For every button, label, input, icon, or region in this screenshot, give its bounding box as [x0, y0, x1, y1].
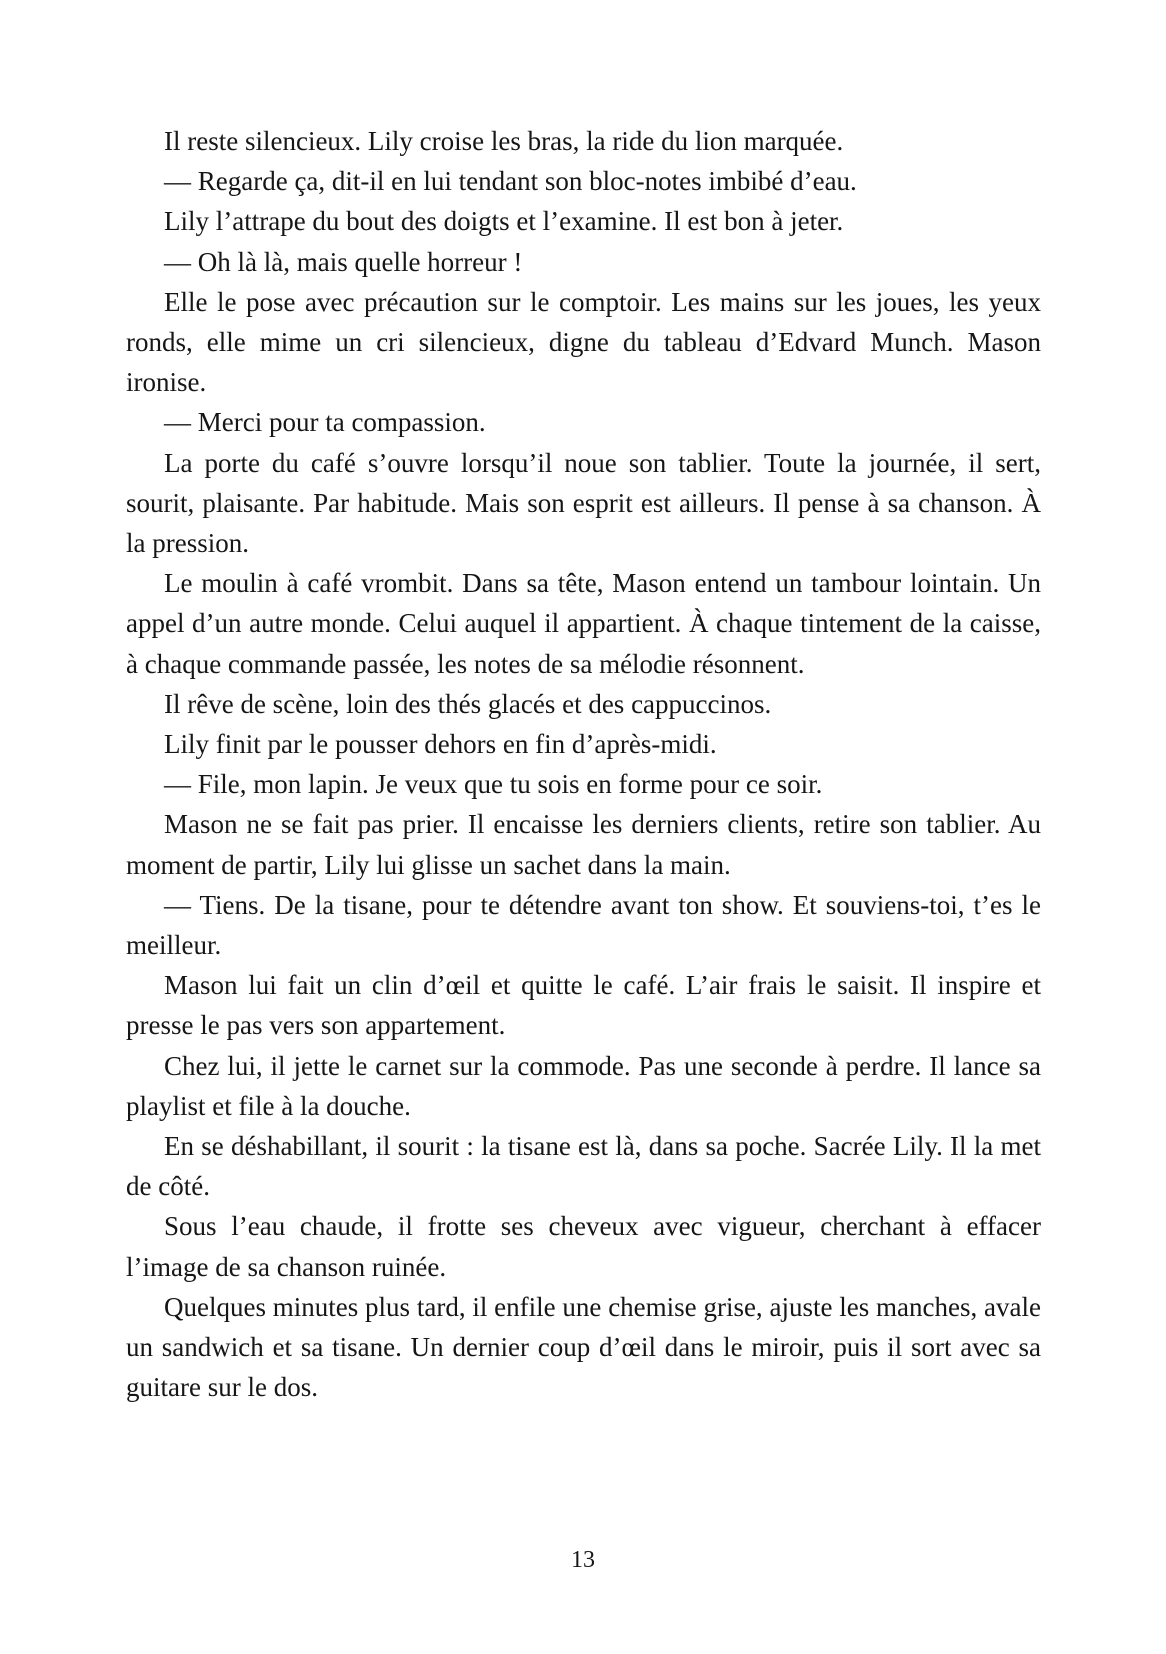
dialogue-line: — Oh là là, mais quelle horreur ! [164, 246, 523, 277]
paragraph: Il rêve de scène, loin des thés glacés et des cappuccinos. [164, 688, 772, 719]
paragraph: Mason lui fait un clin d’œil et quitte le café. L’air frais le saisit. Il inspire et presse le pas vers son appartement. [126, 970, 1041, 1041]
paragraph: Lily l’attrape du bout des doigts et l’examine. Il est bon à jeter. [164, 206, 844, 237]
dialogue-line: — Merci pour ta compassion. [164, 407, 486, 438]
dialogue-line: — Tiens. De la tisane, pour te détendre avant ton show. Et souviens-toi, t’es le meilleur. [126, 889, 1041, 961]
paragraph: La porte du café s’ouvre lorsqu’il noue son tablier. Toute la journée, il sert, sourit, plaisante. Par habitude. Mais son esprit est ailleurs. Il pense à sa chanson. À la pression. [126, 447, 1041, 559]
paragraph: Quelques minutes plus tard, il enfile une chemise grise, ajuste les manches, avale un sandwich et sa tisane. Un dernier coup d’œil dans le miroir, puis il sort avec sa guitare sur le dos. [126, 1291, 1041, 1403]
dialogue-line: — Regarde ça, dit-il en lui tendant son bloc-notes imbibé d’eau. [164, 166, 857, 197]
paragraph: Lily finit par le pousser dehors en fin d’après-midi. [164, 729, 717, 760]
paragraph: En se déshabillant, il sourit : la tisane est là, dans sa poche. Sacrée Lily. Il la met de côté. [126, 1131, 1041, 1202]
paragraph: Sous l’eau chaude, il frotte ses cheveux avec vigueur, cherchant à effacer l’image de sa chanson ruinée. [126, 1211, 1041, 1282]
paragraph: Elle le pose avec précaution sur le comptoir. Les mains sur les joues, les yeux ronds, elle mime un cri silencieux, digne du tableau d’Edvard Munch. Mason ironise. [126, 286, 1041, 398]
paragraph: Chez lui, il jette le carnet sur la commode. Pas une seconde à perdre. Il lance sa playlist et file à la douche. [126, 1050, 1041, 1121]
page-number: 13 [571, 1547, 595, 1573]
paragraph: Il reste silencieux. Lily croise les bras, la ride du lion marquée. [164, 126, 844, 156]
paragraph: Mason ne se fait pas prier. Il encaisse les derniers clients, retire son tablier. Au moment de partir, Lily lui glisse un sachet dans la main. [126, 809, 1041, 880]
body-text [126, 121, 1041, 1408]
paragraph: Le moulin à café vrombit. Dans sa tête, Mason entend un tambour lointain. Un appel d’un autre monde. Celui auquel il appartient. À chaque tintement de la caisse, à chaque commande passée, les notes de sa mélodie résonnent. [126, 568, 1041, 679]
dialogue-line: — File, mon lapin. Je veux que tu sois en forme pour ce soir. [164, 769, 823, 800]
